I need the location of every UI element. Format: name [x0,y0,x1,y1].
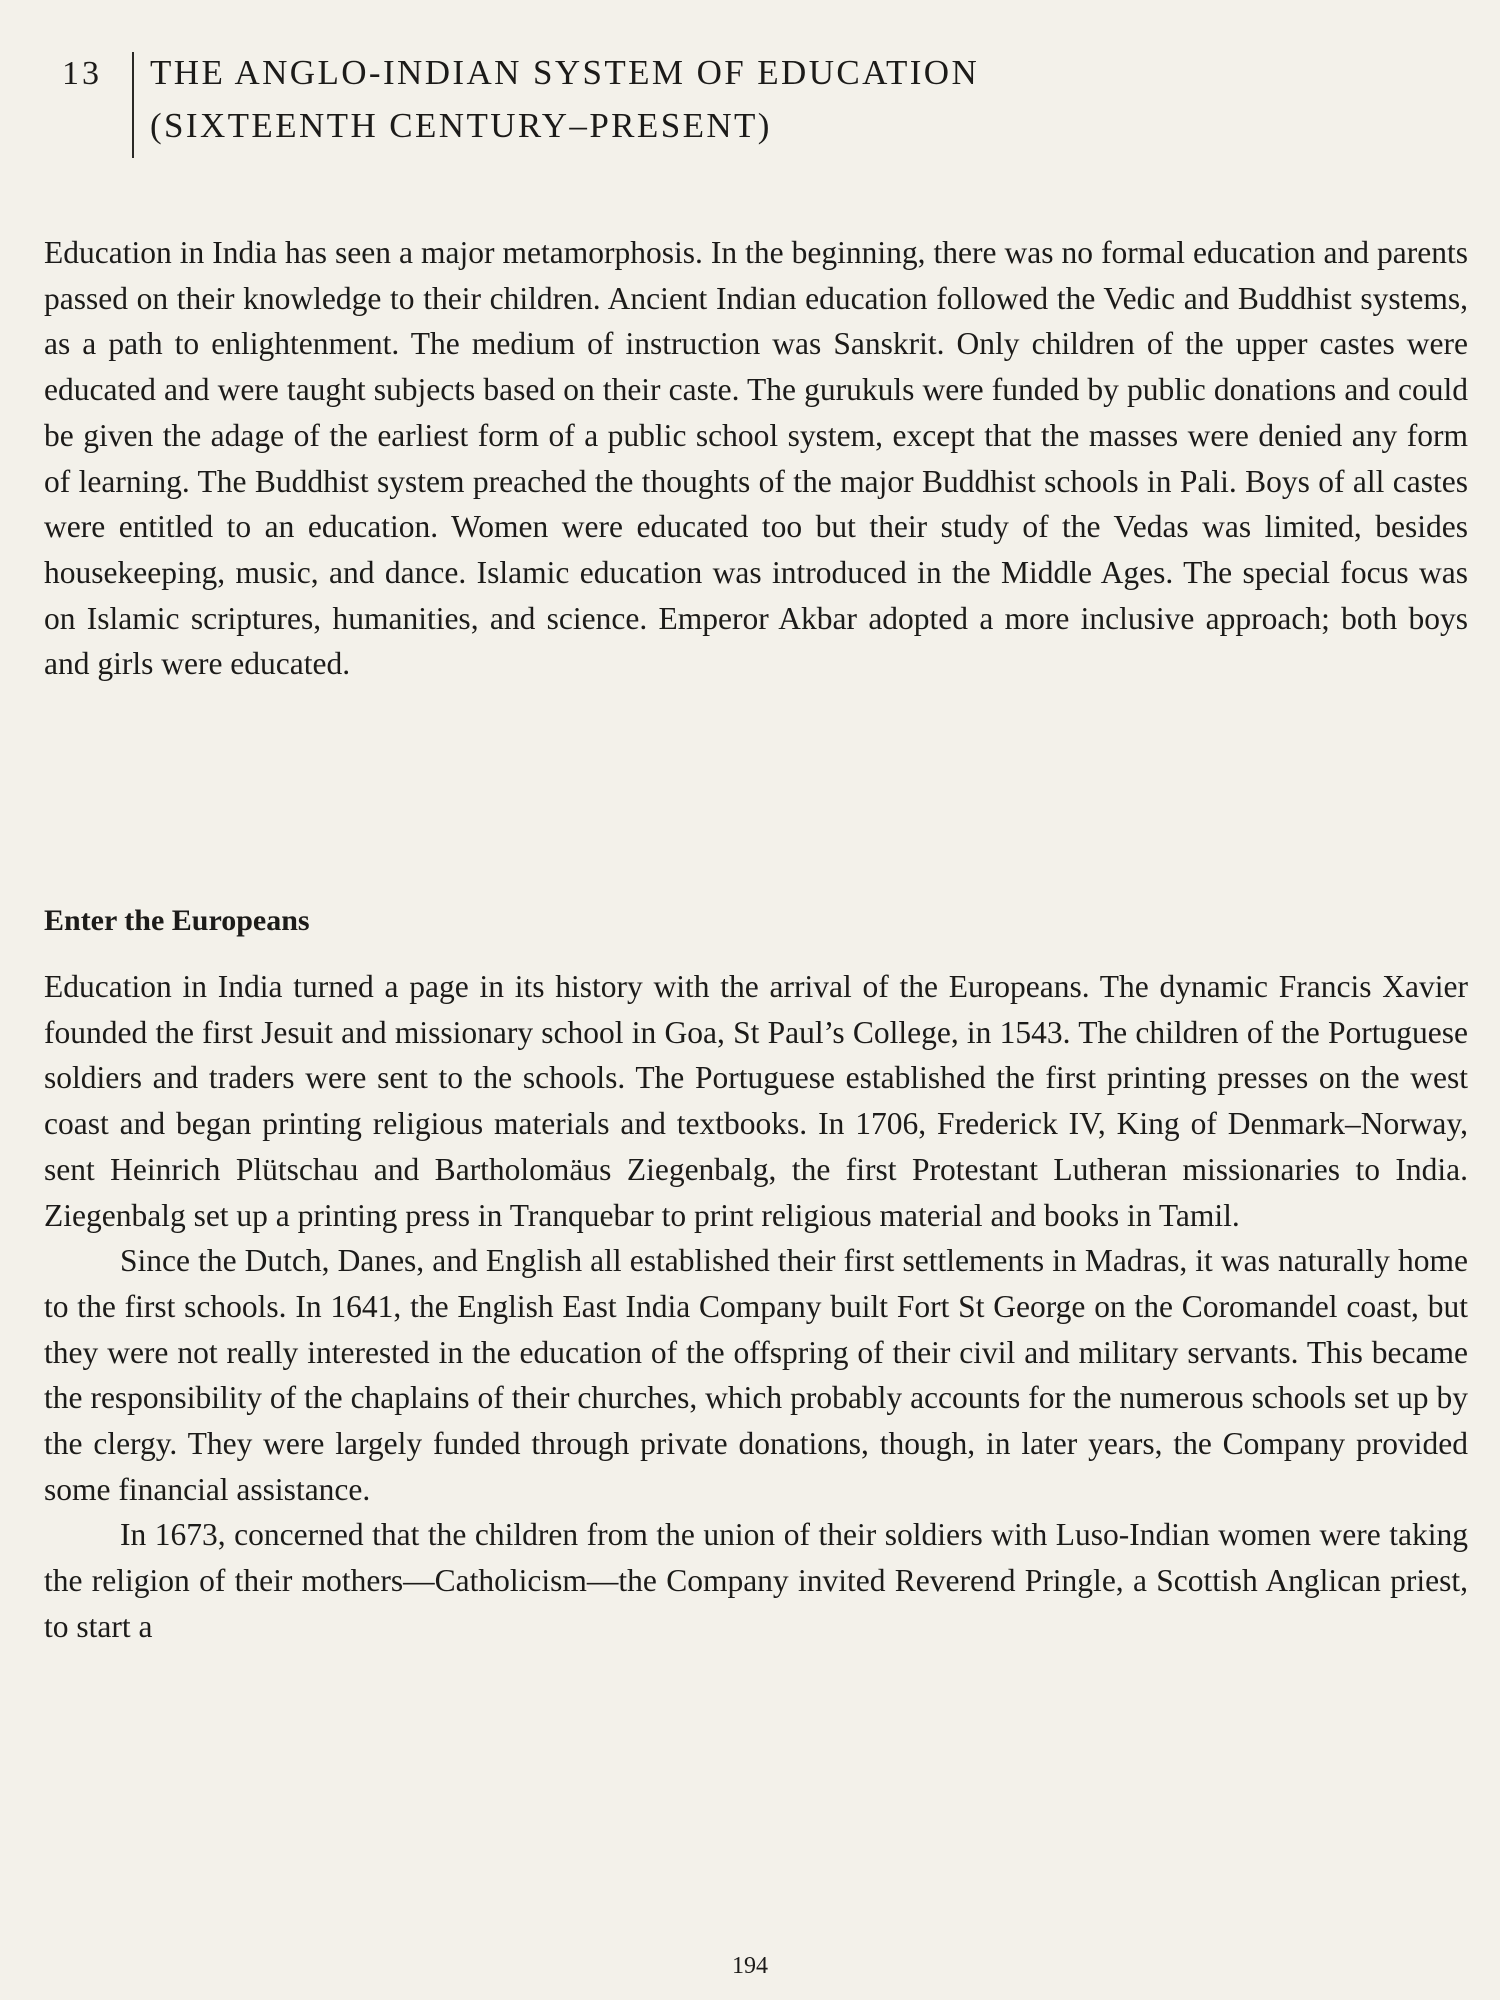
section-body [44,964,1468,1650]
chapter-divider [132,52,134,158]
section-heading: Enter the Europeans [44,904,310,937]
chapter-number: 13 [62,55,102,92]
section-paragraph-1: Education in India turned a page in its history with the arrival of the Europeans. The dynamic Francis Xavier founded the first Jesuit and missionary school in Goa, St Paul’s College, in 1543. The children of the Portuguese soldiers and traders were sent to the schools. The Portuguese established the first printing presses on the west coast and began printing religious materials and textbooks. In 1706, Frederick IV, King of Denmark–Norway, sent Heinrich Plütschau and Bartholomäus Ziegenbalg, the first Protestant Lutheran missionaries to India. Ziegenbalg set up a printing press in Tranquebar to print religious material and books in Tamil. [44,969,1468,1233]
chapter-title [150,46,979,152]
page-number: 194 [732,1953,768,1979]
chapter-title-line-1: THE ANGLO-INDIAN SYSTEM OF EDUCATION [150,53,980,92]
section-paragraph-3: In 1673, concerned that the children from the union of their soldiers with Luso-Indian women were taking the religion of their mothers—Catholicism—the Company invited Reverend Pringle, a Scottish Anglican priest, to start a [44,1517,1468,1644]
chapter-title-line-2: (SIXTEENTH CENTURY–PRESENT) [150,106,772,145]
intro-paragraph: Education in India has seen a major metamorphosis. In the beginning, there was no formal education and parents passed on their knowledge to their children. Ancient Indian education followed the Vedic and Buddhist systems, as a path to enlightenment. The medium of instruction was Sanskrit. Only children of the upper castes were educated and were taught subjects based on their caste. The gurukuls were funded by public donations and could be given the adage of the earliest form of a public school system, except that the masses were denied any form of learning. The Buddhist system preached the thoughts of the major Buddhist schools in Pali. Boys of all castes were entitled to an education. Women were educated too but their study of the Vedas was limited, besides housekeeping, music, and dance. Islamic education was introduced in the Middle Ages. The special focus was on Islamic scriptures, humanities, and science. Emperor Akbar adopted a more inclusive approach; both boys and girls were educated. [44,235,1468,682]
intro-section [44,230,1468,687]
chapter-heading [62,46,979,158]
section-paragraph-2: Since the Dutch, Danes, and English all established their first settlements in Madras, it was naturally home to the first schools. In 1641, the English East India Company built Fort St George on the Coromandel coast, but they were not really interested in the education of the offspring of their civil and military servants. This became the responsibility of the chaplains of their churches, which probably accounts for the numerous schools set up by the clergy. They were largely funded through private donations, though, in later years, the Company provided some financial assistance. [44,1243,1468,1507]
